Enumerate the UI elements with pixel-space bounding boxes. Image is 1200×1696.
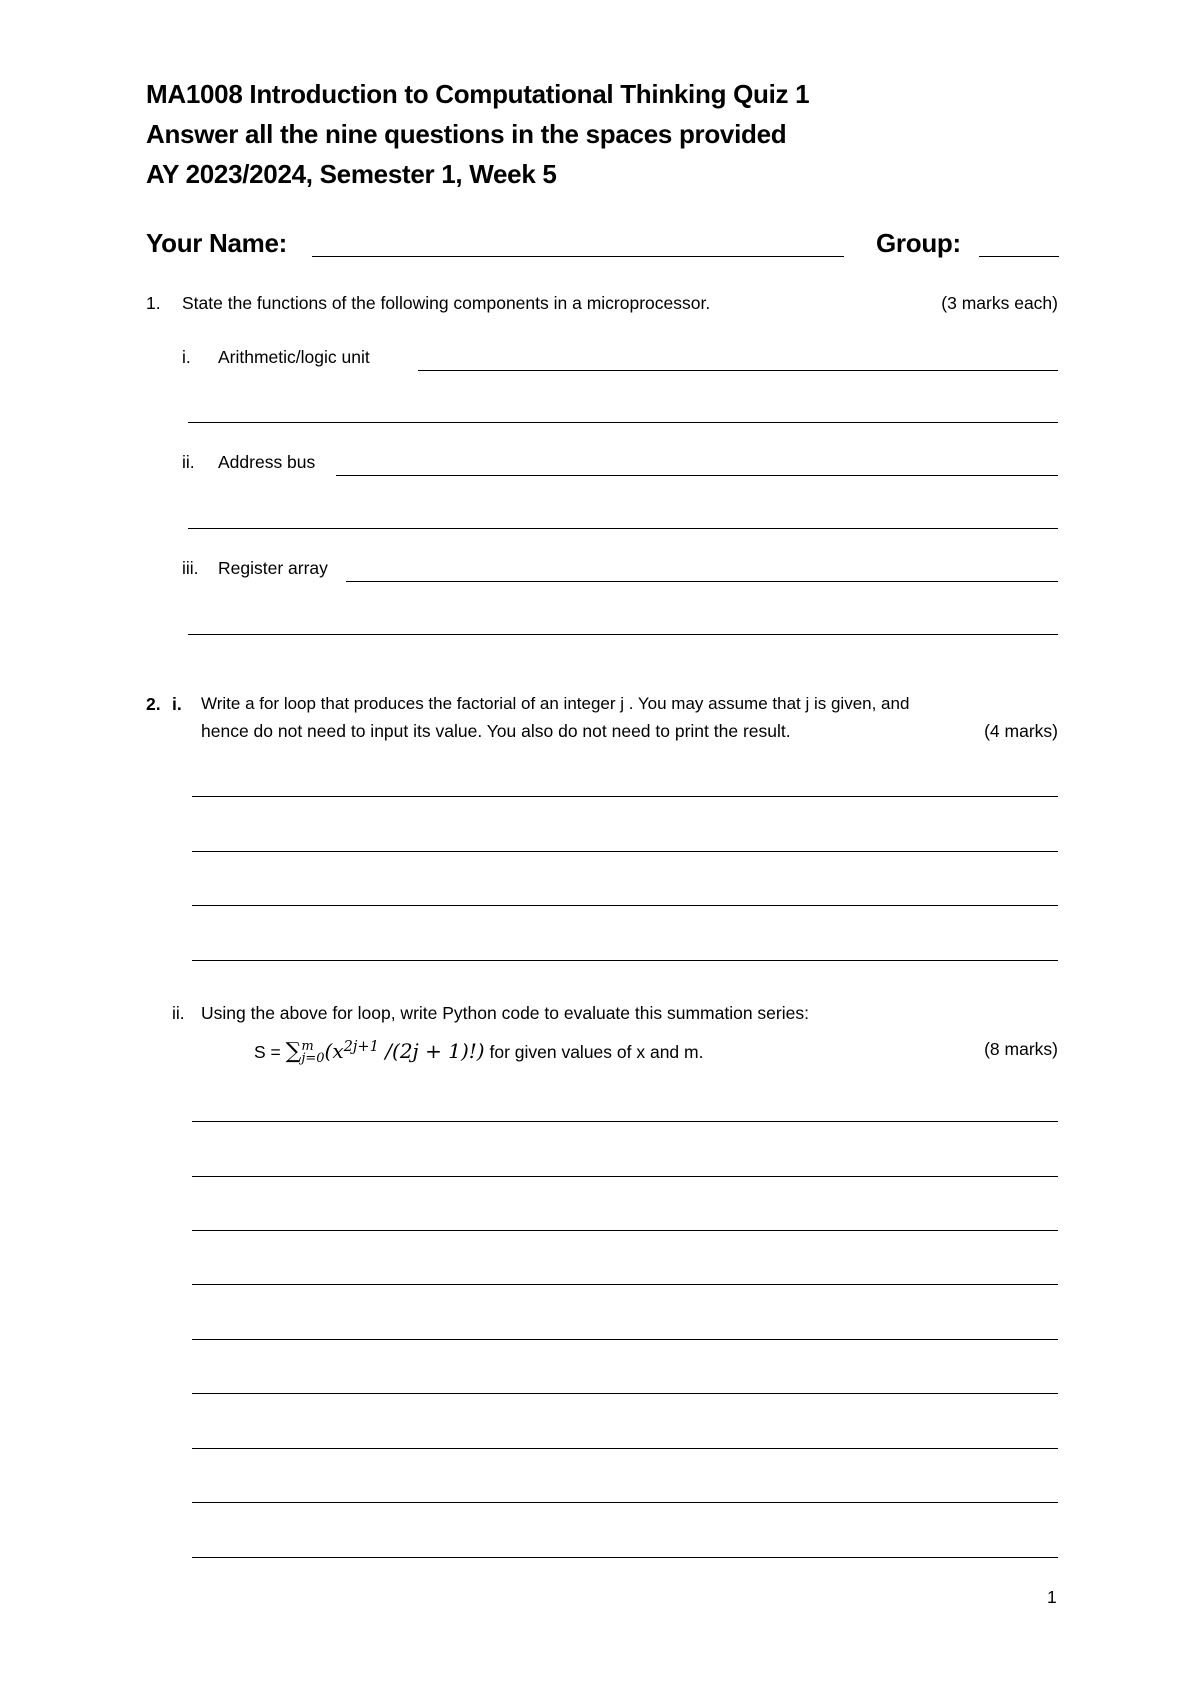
q1-item-numeral: iii. (182, 558, 199, 578)
q2-part-ii-marks: (8 marks) (984, 1039, 1058, 1059)
q2-ii-answer-line[interactable] (192, 1284, 1058, 1285)
summation-formula (254, 1032, 703, 1067)
sigma-symbol: ∑ (285, 1038, 302, 1064)
q2-part-i-marks: (4 marks) (984, 721, 1058, 741)
formula-upper-limit: m (301, 1039, 314, 1055)
q2-part-ii-line1: Using the above for loop, write Python code to evaluate this summation series: (201, 1003, 809, 1023)
instructions: Answer all the nine questions in the spaces provided (146, 119, 787, 149)
q1-iii-answer-line[interactable] (188, 634, 1058, 635)
q2-part-i-line1: Write a for loop that produces the factorial of an integer j . You may assume that j is given, and (201, 694, 910, 713)
q2-ii-answer-line[interactable] (192, 1502, 1058, 1503)
q1-item-numeral: ii. (182, 452, 195, 472)
q2-i-answer-line[interactable] (192, 905, 1058, 906)
q1-item-label: Register array (218, 558, 328, 578)
q2-part-i-numeral: i. (172, 694, 182, 714)
q1-ii-answer-line[interactable] (188, 528, 1058, 529)
q1-prompt: State the functions of the following components in a microprocessor. (182, 293, 711, 313)
formula-exponent: 2j+1 (343, 1038, 379, 1055)
q2-part-i-line2: hence do not need to input its value. You also do not need to print the result. (201, 721, 791, 741)
q1-i-answer-line[interactable] (418, 370, 1058, 371)
formula-lower-limit: j=0 (301, 1051, 325, 1067)
q1-marks: (3 marks each) (941, 293, 1058, 313)
formula-prefix: S = (254, 1041, 286, 1062)
semester-info: AY 2023/2024, Semester 1, Week 5 (146, 159, 557, 189)
q2-i-answer-line[interactable] (192, 960, 1058, 961)
formula-suffix: for given values of x and m. (484, 1041, 704, 1062)
group-field[interactable] (979, 256, 1059, 257)
q2-ii-answer-line[interactable] (192, 1393, 1058, 1394)
q2-part-ii-numeral: ii. (172, 1003, 185, 1023)
group-label: Group: (876, 228, 961, 258)
q1-item-numeral: i. (182, 347, 191, 367)
q2-ii-answer-line[interactable] (192, 1448, 1058, 1449)
formula-body: (x (324, 1038, 344, 1063)
q2-number: 2. (146, 694, 161, 714)
q1-number: 1. (146, 293, 161, 313)
q2-ii-answer-line[interactable] (192, 1557, 1058, 1558)
q2-i-answer-line[interactable] (192, 796, 1058, 797)
quiz-title: MA1008 Introduction to Computational Thinking Quiz 1 (146, 79, 810, 109)
q2-ii-answer-line[interactable] (192, 1176, 1058, 1177)
q1-i-answer-line[interactable] (188, 422, 1058, 423)
q1-item-label: Arithmetic/logic unit (218, 347, 370, 367)
formula-rest: /(2j + 1)!) (378, 1038, 485, 1063)
q2-ii-answer-line[interactable] (192, 1230, 1058, 1231)
name-field[interactable] (312, 256, 844, 257)
q1-iii-answer-line[interactable] (346, 581, 1058, 582)
q1-item-label: Address bus (218, 452, 316, 472)
q2-i-answer-line[interactable] (192, 851, 1058, 852)
name-label: Your Name: (146, 228, 287, 258)
q1-ii-answer-line[interactable] (336, 475, 1058, 476)
page-number: 1 (1047, 1587, 1057, 1607)
q2-ii-answer-line[interactable] (192, 1121, 1058, 1122)
q2-ii-answer-line[interactable] (192, 1339, 1058, 1340)
